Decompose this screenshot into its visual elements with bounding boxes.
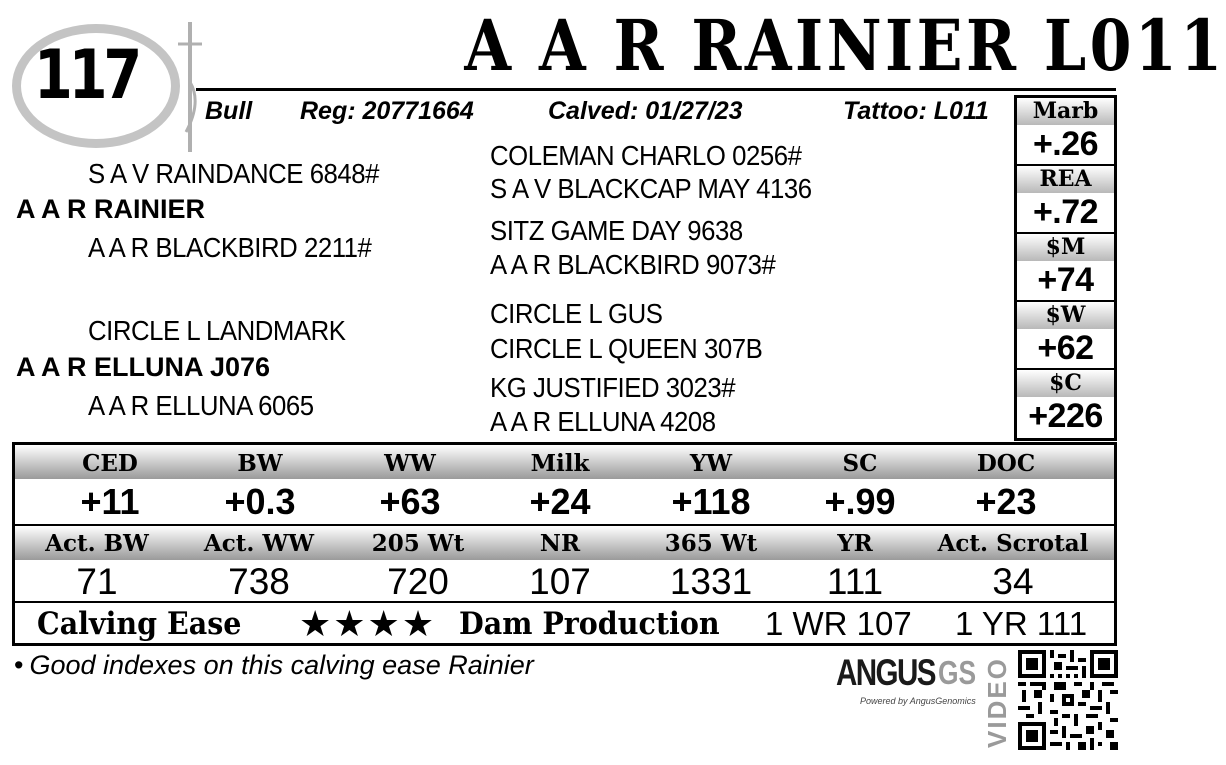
epd-table [12, 442, 1117, 646]
pedigree-sire-sire-dam: S A V BLACKCAP MAY 4136 [490, 173, 812, 204]
rea-epd [1017, 166, 1114, 234]
actual-scrotal [933, 526, 1093, 601]
epd-value: +11 [80, 481, 140, 522]
pedigree-dam: A A R ELLUNA J076 [16, 352, 271, 382]
pedigree-dam-dam-sire: KG JUSTIFIED 3023# [490, 372, 736, 403]
qr-code-icon[interactable] [1018, 650, 1118, 750]
epd-value: +.99 [824, 481, 896, 522]
actual-label: Act. Scrotal [937, 530, 1089, 557]
actual-label: 365 Wt [664, 530, 758, 557]
actual-bw [32, 526, 162, 601]
lot-number: 117 [34, 36, 139, 115]
epd-value: +0.3 [224, 481, 296, 522]
actual-label: NR [539, 530, 581, 557]
registration-number: Reg: 20771664 [300, 97, 474, 125]
epd-label: BW [237, 450, 283, 477]
actual-yr [790, 526, 920, 601]
actual-label: Act. BW [45, 530, 149, 557]
pedigree-sire-dam-sire: SITZ GAME DAY 9638 [490, 215, 743, 246]
epd-ced [45, 445, 175, 521]
dam-production-wr: 1 WR 107 [765, 605, 912, 642]
pedigree-sire-dam: A A R BLACKBIRD 2211# [88, 232, 372, 263]
epd-label: SC [842, 450, 878, 477]
actual-value: 71 [76, 561, 118, 602]
actual-label: 205 Wt [371, 530, 465, 557]
epd-value: +.72 [1032, 193, 1099, 231]
epd-milk [495, 445, 625, 521]
epd-label: $W [1017, 302, 1114, 329]
farm-logo-cross-icon [176, 22, 204, 152]
epd-sc [795, 445, 925, 521]
actuals-row [15, 524, 1114, 601]
actual-365-wt [646, 526, 776, 601]
calving-ease-stars: ★★★★ [299, 603, 437, 644]
actual-label: YR [837, 530, 873, 557]
epd-value: +62 [1037, 329, 1094, 367]
actual-ww [194, 526, 324, 601]
epd-value: +23 [975, 481, 1037, 522]
angus-logo-gs: GS [938, 654, 977, 691]
epd-label: Milk [530, 450, 590, 477]
epd-value: +24 [529, 481, 591, 522]
actual-value: 1331 [669, 561, 753, 602]
epd-value: +.26 [1032, 125, 1099, 163]
dam-production-label: Dam Production [459, 606, 720, 642]
pedigree-dam-sire: CIRCLE L LANDMARK [88, 315, 346, 346]
pedigree-dam-sire-sire: CIRCLE L GUS [490, 298, 663, 329]
pedigree-dam-dam: A A R ELLUNA 6065 [88, 390, 314, 421]
actual-value: 34 [992, 561, 1034, 602]
epd-yw [646, 445, 776, 521]
actual-value: 738 [228, 561, 290, 602]
epd-value: +63 [379, 481, 441, 522]
combined-index [1017, 370, 1114, 438]
index-epd-column [1014, 95, 1117, 441]
calving-ease-label: Calving Ease [37, 606, 242, 642]
epd-doc [941, 445, 1071, 521]
angus-logo-tagline: Powered by AngusGenomics [860, 696, 976, 706]
epd-label: REA [1017, 166, 1114, 193]
header-divider [196, 88, 1116, 91]
comment-note [14, 650, 534, 681]
marbling-epd [1017, 98, 1114, 166]
epd-bw [195, 445, 325, 521]
actual-205-wt [353, 526, 483, 601]
epd-value: +226 [1028, 397, 1103, 435]
epd-row [15, 445, 1114, 523]
epd-label: YW [689, 450, 733, 477]
actual-label: Act. WW [203, 530, 315, 557]
epd-value: +74 [1037, 261, 1094, 299]
epd-label: WW [384, 450, 436, 477]
actual-value: 107 [529, 561, 591, 602]
epd-label: DOC [976, 450, 1036, 477]
epd-label: $M [1017, 234, 1114, 261]
tattoo: Tattoo: L011 [843, 97, 989, 125]
animal-name: A A R RAINIER L011 [464, 4, 1226, 87]
epd-label: Marb [1017, 98, 1114, 125]
maternal-index [1017, 234, 1114, 302]
bullet-icon: • [14, 650, 24, 680]
epd-value: +118 [671, 481, 751, 522]
pedigree-dam-sire-dam: CIRCLE L QUEEN 307B [490, 333, 763, 364]
pedigree-sire: A A R RAINIER [16, 194, 205, 224]
weaned-calf-index [1017, 302, 1114, 370]
dam-production-yr: 1 YR 111 [955, 605, 1088, 642]
actual-value: 111 [826, 561, 884, 602]
calved-date: Calved: 01/27/23 [548, 97, 743, 125]
actual-value: 720 [387, 561, 449, 602]
angus-logo-text: ANGUS [836, 652, 935, 693]
pedigree-sire-dam-dam: A A R BLACKBIRD 9073# [490, 249, 776, 280]
angus-gs-logo [836, 652, 978, 710]
pedigree-sire-sire: S A V RAINDANCE 6848# [88, 158, 380, 189]
pedigree-sire-sire-sire: COLEMAN CHARLO 0256# [490, 140, 802, 171]
epd-ww [345, 445, 475, 521]
animal-sex: Bull [205, 97, 253, 125]
video-label[interactable]: VIDEO [982, 657, 1012, 748]
calving-ease-bar [15, 601, 1114, 643]
actual-nr [495, 526, 625, 601]
epd-label: CED [82, 450, 138, 477]
pedigree-dam-dam-dam: A A R ELLUNA 4208 [490, 406, 716, 437]
comment-text: Good indexes on this calving ease Rainier [29, 650, 534, 680]
epd-label: $C [1017, 370, 1114, 397]
